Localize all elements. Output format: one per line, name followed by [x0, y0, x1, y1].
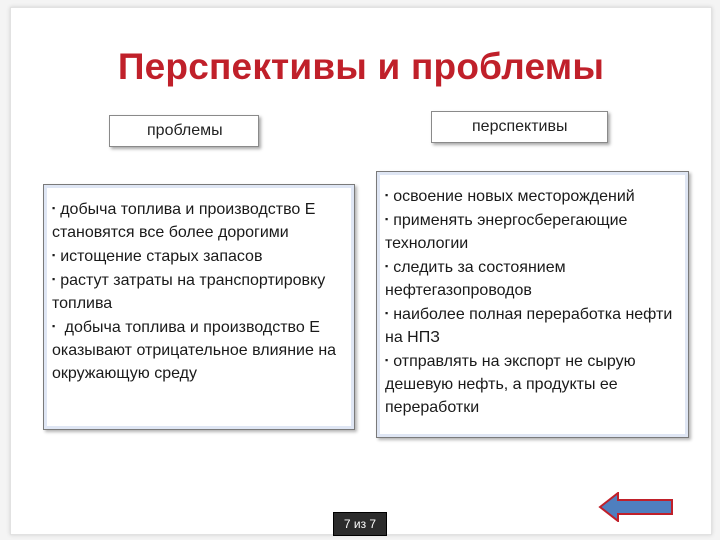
problems-item-text: добыча топлива и производство Е оказывают отрицательное влияние на окружающую среду	[52, 319, 337, 382]
perspectives-item	[385, 302, 680, 349]
perspectives-item	[385, 349, 680, 419]
left-arrow-icon[interactable]	[598, 492, 674, 522]
bullet-icon: ▪	[52, 203, 56, 213]
perspectives-item	[385, 255, 680, 302]
bullet-icon: ▪	[52, 274, 56, 284]
problems-item-text: растут затраты на транспортировку топлива	[52, 272, 326, 312]
bullet-icon: ▪	[385, 308, 389, 318]
slide-title: Перспективы и проблемы	[117, 46, 605, 87]
problems-list	[52, 197, 346, 385]
perspectives-item-text: отправлять на экспорт не сырую дешевую нефть, а продукты ее переработки	[385, 353, 636, 416]
problems-box	[43, 184, 355, 430]
problems-label-box	[109, 115, 259, 147]
bullet-icon: ▪	[385, 190, 389, 200]
bullet-icon: ▪	[52, 321, 56, 331]
slide	[10, 7, 712, 535]
bullet-icon: ▪	[52, 250, 56, 260]
perspectives-item-text: наиболее полная переработка нефти на НПЗ	[385, 306, 673, 346]
problems-item-text: добыча топлива и производство Е становятся все более дорогими	[52, 201, 316, 241]
problems-item	[52, 197, 346, 244]
bullet-icon: ▪	[385, 214, 389, 224]
problems-item	[52, 268, 346, 315]
page-indicator: 7 из 7	[333, 512, 387, 536]
problems-label: проблемы	[147, 122, 223, 139]
perspectives-box	[376, 171, 689, 438]
perspectives-list	[385, 184, 680, 419]
perspectives-item	[385, 208, 680, 255]
problems-item-text: истощение старых запасов	[60, 248, 263, 265]
bullet-icon: ▪	[385, 261, 389, 271]
perspectives-label: перспективы	[472, 118, 568, 135]
perspectives-item-text: следить за состоянием нефтегазопроводов	[385, 259, 566, 299]
problems-item	[52, 315, 346, 385]
perspectives-item-text: применять энергосберегающие технологии	[385, 212, 628, 252]
perspectives-item	[385, 184, 680, 208]
bullet-icon: ▪	[385, 355, 389, 365]
perspectives-label-box	[431, 111, 608, 143]
problems-item	[52, 244, 346, 268]
perspectives-item-text: освоение новых месторождений	[393, 188, 635, 205]
